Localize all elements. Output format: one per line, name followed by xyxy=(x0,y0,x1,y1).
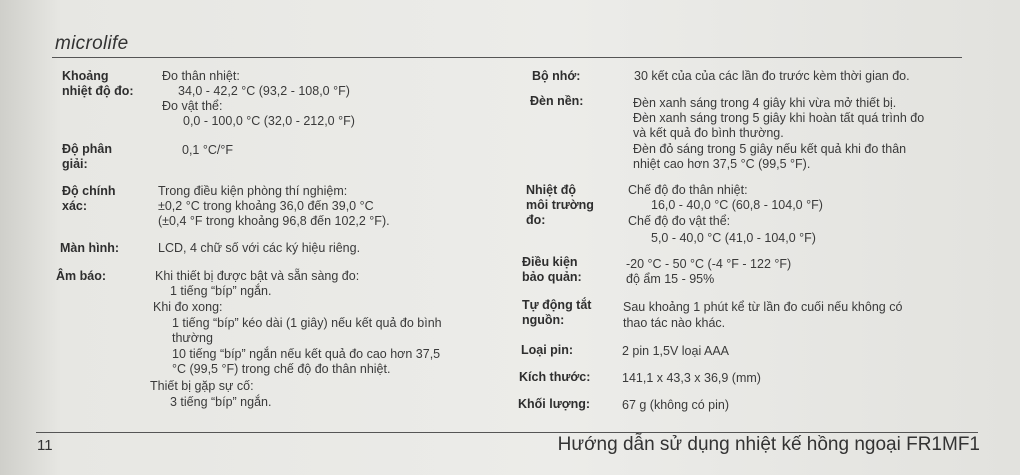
range-label xyxy=(62,69,134,99)
resolution-label-line: giải: xyxy=(62,157,88,171)
range-label-line: nhiệt độ đo: xyxy=(62,84,134,98)
accuracy-body-line: ±0,2 °C trong khoảng 36,0 đến 39,0 °C xyxy=(158,199,374,213)
range-body-line: 34,0 - 42,2 °C (93,2 - 108,0 °F) xyxy=(178,84,350,98)
accuracy-body-line: (±0,4 °F trong khoảng 96,8 đến 102,2 °F). xyxy=(158,214,390,228)
beep-body-line: 1 tiếng “bíp” ngắn. xyxy=(170,284,272,298)
ambient-label-line: đo: xyxy=(526,213,546,227)
ambient-label-line: môi trường xyxy=(526,198,594,212)
beep-body-line: 1 tiếng “bíp” kéo dài (1 giây) nếu kết quả đo bình xyxy=(172,316,442,330)
beep-body-line: Khi thiết bị được bật và sẵn sàng đo: xyxy=(155,269,360,283)
range-label-line: Khoảng xyxy=(62,69,109,83)
weight-label: Khối lượng: xyxy=(518,397,591,411)
autooff-body-line: Sau khoảng 1 phút kể từ lần đo cuối nếu không có xyxy=(623,300,903,314)
memory-label: Bộ nhớ: xyxy=(532,69,581,83)
backlight-body-line: Đèn xanh sáng trong 5 giây khi hoàn tất quá trình đo xyxy=(633,111,925,125)
footer-rule xyxy=(36,432,978,433)
autooff-label-line: nguồn: xyxy=(522,313,565,327)
accuracy-body-line: Trong điều kiện phòng thí nghiệm: xyxy=(158,184,348,198)
autooff-label-line: Tự động tắt xyxy=(522,298,592,312)
weight-value: 67 g (không có pin) xyxy=(622,398,730,412)
beep-body-line: Thiết bị gặp sự cố: xyxy=(150,379,254,393)
beep-label: Âm báo: xyxy=(56,269,106,283)
range-body-line: 0,0 - 100,0 °C (32,0 - 212,0 °F) xyxy=(183,114,355,128)
size-label: Kích thước: xyxy=(519,370,591,384)
accuracy-label-line: Độ chính xyxy=(62,184,116,198)
footer-title: Hướng dẫn sử dụng nhiệt kế hồng ngoại FR1MF1 xyxy=(557,434,980,455)
beep-body-line: thường xyxy=(172,331,213,345)
brand-logo: microlife xyxy=(55,33,129,54)
battery-value: 2 pin 1,5V loại AAA xyxy=(622,344,730,358)
ambient-label-line: Nhiệt độ xyxy=(526,183,576,197)
beep-body-line: 10 tiếng “bíp” ngắn nếu kết quả đo cao hơn 37,5 xyxy=(172,347,441,361)
backlight-body-line: Đèn đỏ sáng trong 5 giây nếu kết quả khi đo thân xyxy=(633,142,907,156)
beep-body-line: °C (99,5 °F) trong chế độ đo thân nhiệt. xyxy=(172,362,391,376)
beep-body-line: Khi đo xong: xyxy=(153,300,223,314)
battery-label: Loại pin: xyxy=(521,343,574,357)
memory-value: 30 kết của của các lần đo trước kèm thời gian đo. xyxy=(634,69,910,83)
storage-body-line: độ ẩm 15 - 95% xyxy=(626,272,715,286)
backlight-label: Đèn nền: xyxy=(530,94,584,108)
ambient-label xyxy=(526,183,594,228)
resolution-value: 0,1 °C/°F xyxy=(182,143,233,157)
backlight-body-line: nhiệt cao hơn 37,5 °C (99,5 °F). xyxy=(633,157,811,171)
autooff-label xyxy=(522,298,591,328)
ambient-body-line: 5,0 - 40,0 °C (41,0 - 104,0 °F) xyxy=(651,231,816,245)
accuracy-label-line: xác: xyxy=(62,199,88,213)
ambient-body-line: Chế độ đo vật thể: xyxy=(628,214,731,228)
storage-label-line: Điều kiện xyxy=(522,255,578,269)
ambient-body-line: 16,0 - 40,0 °C (60,8 - 104,0 °F) xyxy=(651,198,823,212)
display-value: LCD, 4 chữ số với các ký hiệu riêng. xyxy=(158,241,361,255)
header-rule xyxy=(52,57,962,58)
storage-body-line: -20 °C - 50 °C (-4 °F - 122 °F) xyxy=(626,257,792,271)
size-value: 141,1 x 43,3 x 36,9 (mm) xyxy=(622,371,761,385)
storage-label-line: bảo quản: xyxy=(522,270,582,284)
page-number: 11 xyxy=(37,437,53,454)
backlight-body-line: Đèn xanh sáng trong 4 giây khi vừa mở thiết bị. xyxy=(633,96,897,110)
accuracy-label xyxy=(62,184,115,214)
storage-label xyxy=(522,255,582,285)
ambient-body-line: Chế độ đo thân nhiệt: xyxy=(628,183,748,197)
display-label: Màn hình: xyxy=(60,241,120,255)
autooff-body-line: thao tác nào khác. xyxy=(623,316,726,330)
resolution-label xyxy=(62,142,112,172)
resolution-label-line: Độ phân xyxy=(62,142,112,156)
range-body-line: Đo vật thể: xyxy=(162,99,223,113)
range-body-line: Đo thân nhiệt: xyxy=(162,69,240,83)
beep-body-line: 3 tiếng “bíp” ngắn. xyxy=(170,395,272,409)
backlight-body-line: và kết quả đo bình thường. xyxy=(633,126,784,140)
